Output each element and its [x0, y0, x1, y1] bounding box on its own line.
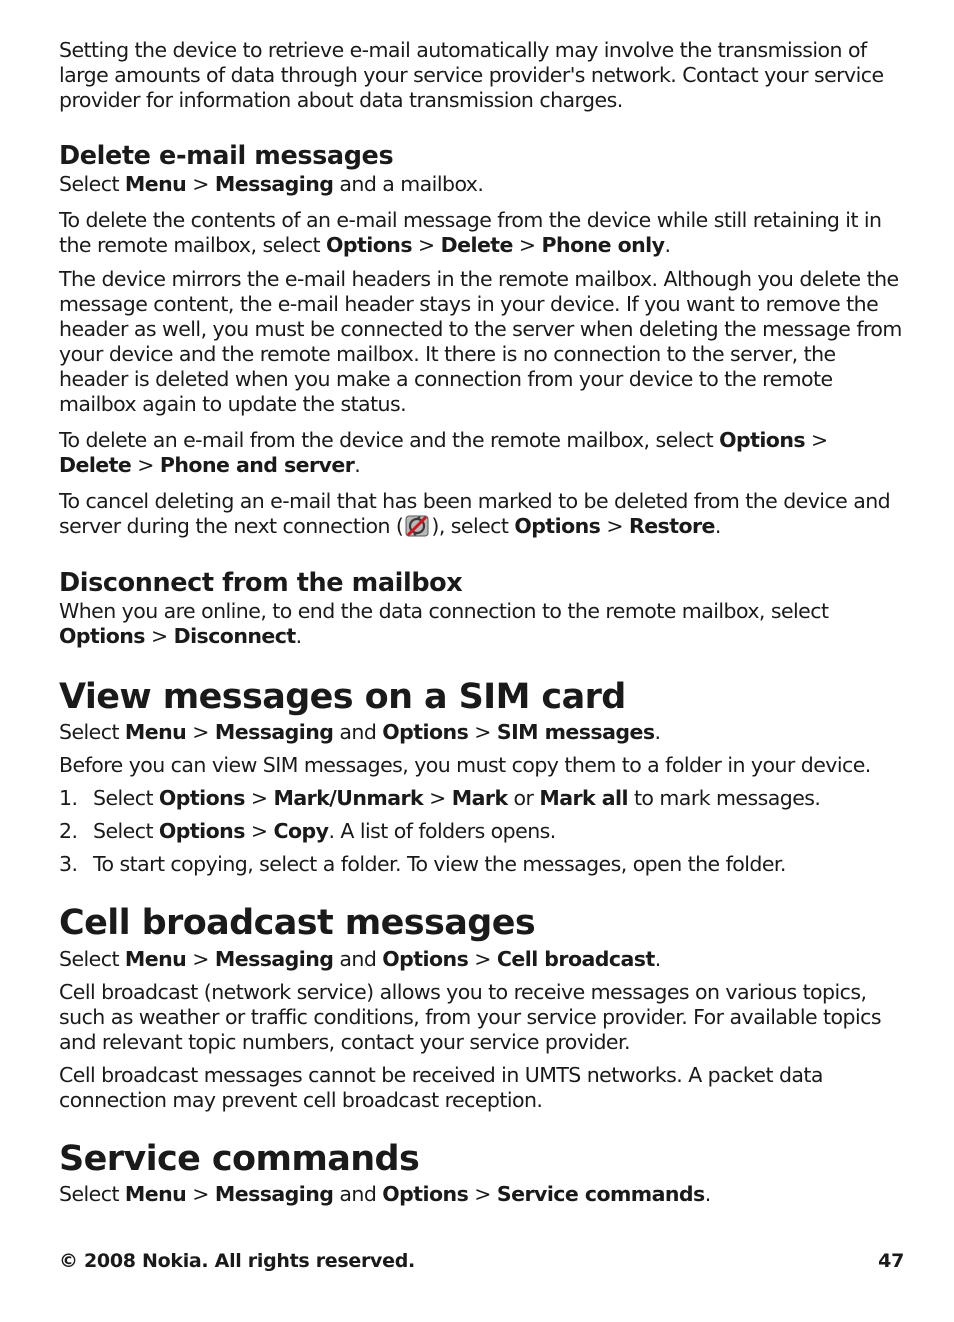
disconnect-p1: When you are online, to end the data connection to the remote mailbox, select Options > Disconnect.: [59, 599, 829, 648]
sim-p1: Select Menu > Messaging and Options > SIM messages.: [59, 720, 661, 744]
service-p1: Select Menu > Messaging and Options > Service commands.: [59, 1182, 711, 1206]
intro-paragraph: Setting the device to retrieve e-mail automatically may involve the transmission of large amounts of data through your service provider's network. Contact your service provider for information about data transmission charges.: [59, 38, 884, 112]
page-content: [59, 38, 904, 1207]
list-item: 2. Select Options > Copy. A list of folders opens.: [59, 819, 556, 843]
cell-p1: Select Menu > Messaging and Options > Cell broadcast.: [59, 947, 661, 971]
delete-p1: Select Menu > Messaging and a mailbox.: [59, 172, 484, 196]
cell-p2: Cell broadcast (network service) allows you to receive messages on various topics, such as weather or traffic conditions, from your service provider. For available topics and relevant topic numbers, contact your service provider.: [59, 980, 881, 1054]
delete-p2: To delete the contents of an e-mail message from the device while still retaining it in the remote mailbox, select Options > Delete > Phone only.: [59, 208, 882, 257]
heading-cell-broadcast: Cell broadcast messages: [59, 903, 536, 943]
heading-delete-email: Delete e-mail messages: [59, 141, 394, 171]
list-item: 1. Select Options > Mark/Unmark > Mark or Mark all to mark messages.: [59, 786, 821, 810]
sim-p2: Before you can view SIM messages, you must copy them to a folder in your device.: [59, 753, 871, 777]
list-item: 3. To start copying, select a folder. To view the messages, open the folder.: [59, 852, 786, 876]
messaging-label: Messaging: [214, 172, 334, 196]
page-number: 47: [878, 1250, 904, 1272]
delete-sync-icon: [403, 514, 431, 538]
heading-disconnect: Disconnect from the mailbox: [59, 568, 463, 598]
sim-steps: [59, 786, 904, 877]
cell-p3: Cell broadcast messages cannot be received in UMTS networks. A packet data connection may prevent cell broadcast reception.: [59, 1063, 823, 1112]
delete-p5: To cancel deleting an e-mail that has been marked to be deleted from the device and server during the next connection ( ), select Options > Restore.: [59, 489, 891, 538]
delete-p3: The device mirrors the e-mail headers in the remote mailbox. Although you delete the message content, the e-mail header stays in your device. If you want to remove the header as well, you must be connected to the server when deleting the message from your device and the remote mailbox. It there is no connection to the server, the header is deleted when you make a connection from your device to the remote mailbox again to update the status.: [59, 267, 902, 416]
heading-service-commands: Service commands: [59, 1139, 420, 1179]
copyright-text: © 2008 Nokia. All rights reserved.: [59, 1250, 415, 1272]
delete-p4: To delete an e-mail from the device and the remote mailbox, select Options > Delete > Phone and server.: [59, 428, 828, 477]
page-footer: [59, 1249, 904, 1273]
menu-label: Menu: [124, 172, 187, 196]
heading-sim-messages: View messages on a SIM card: [59, 677, 626, 717]
